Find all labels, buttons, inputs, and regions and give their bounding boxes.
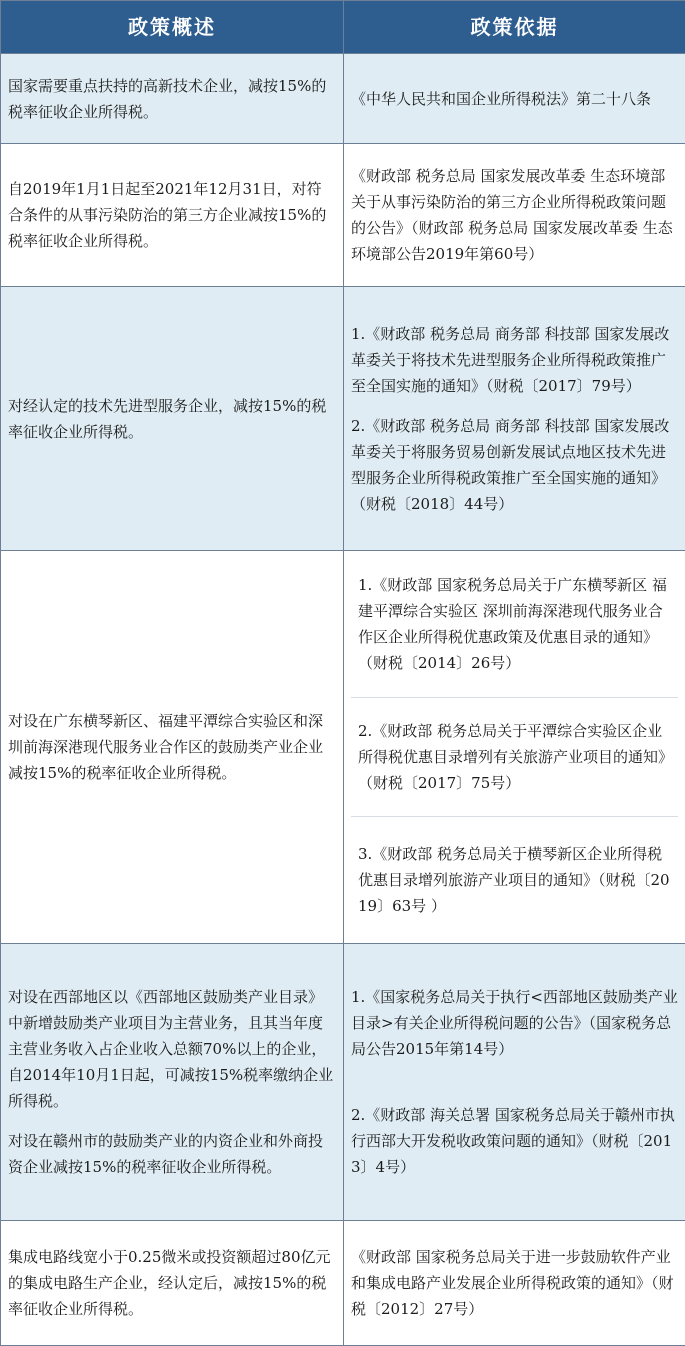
overview-cell: [1, 287, 344, 551]
basis-cell: [344, 144, 685, 287]
basis-text: 《财政部 税务总局 国家发展改革委 生态环境部关于从事污染防治的第三方企业所得税政策问题的公告》（财政部 税务总局 国家发展改革委 生态环境部公告2019年第60号）: [351, 163, 678, 267]
header-row: [1, 1, 685, 54]
basis-text: 2.《财政部 海关总署 国家税务总局关于赣州市执行西部大开发税收政策问题的通知》（财税〔2013〕4号）: [351, 1102, 678, 1180]
header-overview: 政策概述: [1, 1, 344, 54]
overview-cell: [1, 944, 344, 1221]
overview-text: 自2019年1月1日起至2021年12月31日，对符合条件的从事污染防治的第三方企业减按15%的税率征收企业所得税。: [8, 176, 336, 254]
basis-cell: [344, 54, 685, 144]
basis-cell: [344, 551, 685, 944]
overview-text: 对设在赣州市的鼓励类产业的内资企业和外商投资企业减按15%的税率征收企业所得税。: [8, 1128, 336, 1180]
basis-text: 《财政部 国家税务总局关于进一步鼓励软件产业和集成电路产业发展企业所得税政策的通知》（财税〔2012〕27号）: [351, 1244, 678, 1322]
basis-text: 2.《财政部 税务总局 商务部 科技部 国家发展改革委关于将服务贸易创新发展试点地区技术先进型服务企业所得税政策推广至全国实施的通知》（财税〔2018〕44号）: [351, 413, 678, 517]
overview-cell: [1, 54, 344, 144]
overview-text: 国家需要重点扶持的高新技术企业，减按15%的税率征收企业所得税。: [8, 73, 336, 125]
basis-text: 2.《财政部 税务总局关于平潭综合实验区企业所得税优惠目录增列有关旅游产业项目的通知》（财税〔2017〕75号）: [358, 718, 671, 796]
overview-cell: [1, 551, 344, 944]
basis-text: 1.《财政部 税务总局 商务部 科技部 国家发展改革委关于将技术先进型服务企业所得税政策推广至全国实施的通知》（财税〔2017〕79号）: [351, 321, 678, 399]
basis-cell: [344, 1221, 685, 1346]
table-row: [1, 144, 685, 287]
basis-sub-item: [351, 816, 678, 943]
overview-text: 对设在西部地区以《西部地区鼓励类产业目录》中新增鼓励类产业项目为主营业务，且其当年度主营业务收入占企业收入总额70%以上的企业，自2014年10月1日起，可减按15%税率缴纳企业所得税。: [8, 984, 336, 1114]
basis-sub-item: [351, 551, 678, 697]
header-basis: 政策依据: [344, 1, 685, 54]
basis-cell: [344, 287, 685, 551]
basis-text: 1.《财政部 国家税务总局关于广东横琴新区 福建平潭综合实验区 深圳前海深港现代服务业合作区企业所得税优惠政策及优惠目录的通知》 （财税〔2014〕26号）: [358, 572, 671, 676]
table-row: [1, 944, 685, 1221]
table-row: [1, 551, 685, 944]
basis-text: 《中华人民共和国企业所得税法》第二十八条: [351, 86, 678, 112]
overview-text: 对设在广东横琴新区、福建平潭综合实验区和深圳前海深港现代服务业合作区的鼓励类产业企业减按15%的税率征收企业所得税。: [8, 708, 336, 786]
basis-text: 1.《国家税务总局关于执行<西部地区鼓励类产业目录>有关企业所得税问题的公告》（国家税务总局公告2015年第14号）: [351, 984, 678, 1062]
table-row: [1, 54, 685, 144]
overview-text: 对经认定的技术先进型服务企业，减按15%的税率征收企业所得税。: [8, 393, 336, 445]
overview-text: 集成电路线宽小于0.25微米或投资额超过80亿元的集成电路生产企业，经认定后，减按15%的税率征收企业所得税。: [8, 1244, 336, 1322]
table-row: [1, 287, 685, 551]
basis-sub-item: [351, 697, 678, 816]
overview-cell: [1, 144, 344, 287]
overview-cell: [1, 1221, 344, 1346]
table-row: [1, 1221, 685, 1346]
basis-text: 3.《财政部 税务总局关于横琴新区企业所得税优惠目录增列旅游产业项目的通知》（财税〔2019〕63号 ）: [358, 841, 671, 919]
basis-cell: [344, 944, 685, 1221]
